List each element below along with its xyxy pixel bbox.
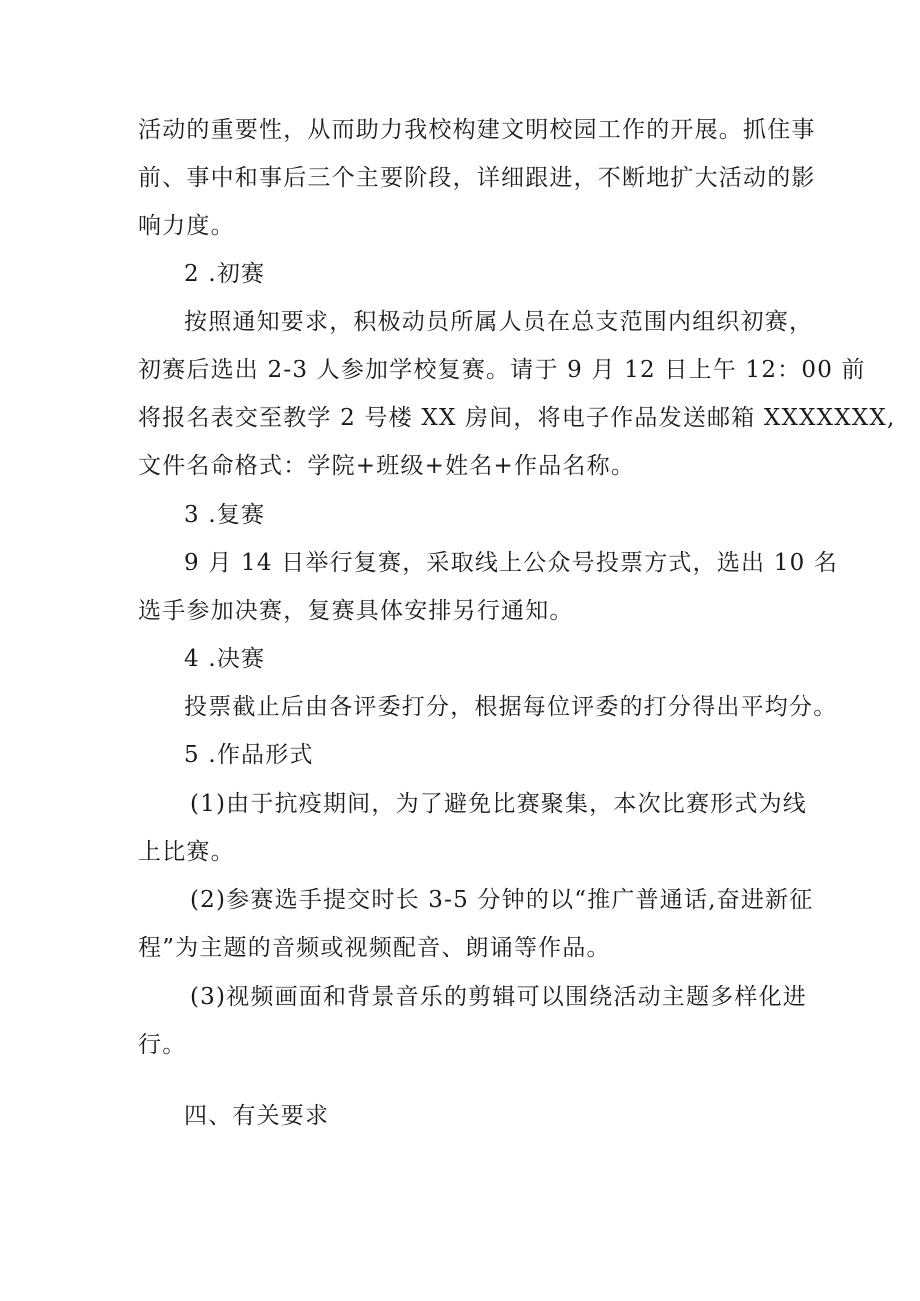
paragraph-line: 活动的重要性，从而助力我校构建文明校园工作的开展。抓住事 <box>138 117 816 143</box>
paragraph-line: 投票截止后由各评委打分，根据每位评委的打分得出平均分。 <box>184 694 838 720</box>
paragraph-line: 初赛后选出 2-3 人参加学校复赛。请于 9 月 12 日上午 12：00 前 <box>138 357 866 383</box>
paragraph-line: 上比赛。 <box>138 839 235 865</box>
paragraph-line: 响力度。 <box>138 213 235 239</box>
paragraph-line: 按照通知要求，积极动员所属人员在总支范围内组织初赛， <box>184 309 814 335</box>
section-heading-preliminary: 2 .初赛 <box>184 261 266 287</box>
section-heading-requirements: 四、有关要求 <box>184 1103 330 1129</box>
paragraph-line: 程”为主题的音频或视频配音、朗诵等作品。 <box>138 935 611 961</box>
paragraph-line: 选手参加决赛，复赛具体安排另行通知。 <box>138 598 574 624</box>
paragraph-line: 前、事中和事后三个主要阶段，详细跟进，不断地扩大活动的影 <box>138 165 816 191</box>
paragraph-line: 行。 <box>138 1032 187 1058</box>
paragraph-line: 将报名表交至教学 2 号楼 XX 房间，将电子作品发送邮箱 XXXXXXX, <box>138 405 896 431</box>
list-item-2: (2)参赛选手提交时长 3-5 分钟的以“推广普通话,奋进新征 <box>190 887 814 913</box>
list-item-3: (3)视频画面和背景音乐的剪辑可以围绕活动主题多样化进 <box>190 984 807 1010</box>
list-item-1: (1)由于抗疫期间，为了避免比赛聚集，本次比赛形式为线 <box>190 791 807 817</box>
paragraph-line: 9 月 14 日举行复赛，采取线上公众号投票方式，选出 10 名 <box>184 550 839 576</box>
section-heading-semifinal: 3 .复赛 <box>184 502 266 528</box>
section-heading-final: 4 .决赛 <box>184 646 266 672</box>
paragraph-line: 文件名命格式：学院+班级+姓名+作品名称。 <box>138 453 636 479</box>
section-heading-work-format: 5 .作品形式 <box>184 742 314 768</box>
